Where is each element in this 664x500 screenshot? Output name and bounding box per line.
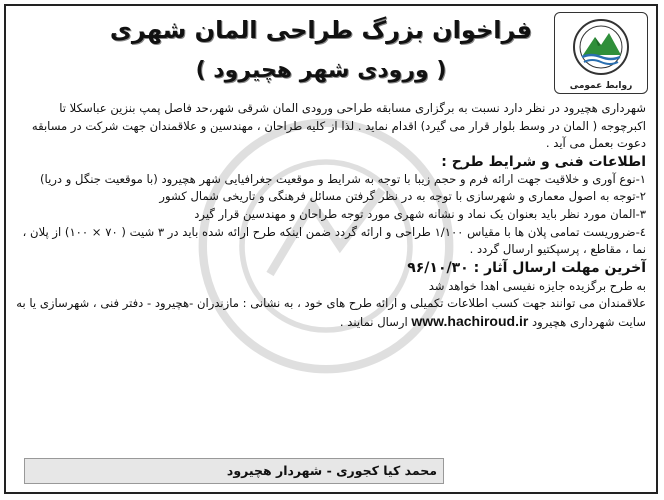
contact-closing: ارسال نمایند . [339,314,408,329]
website-link[interactable]: www.hachiroud.ir [411,312,529,329]
list-item: ٤-ضروریست تمامی پلان ها با مقیاس ۱/۱۰۰ طراحی و ارائه گردد ضمن اینکه طرح ارائه شده باید در ۳ شیت ( ۷۰ × ۱۰۰) از پلان ، نما ، مقاطع ، پرسپکتیو ارسال گردد . [22,224,646,257]
contact-text [16,295,646,331]
logo-caption: روابط عمومی [569,81,633,91]
municipality-logo [554,12,648,94]
notice-frame [4,4,658,494]
notice-body [16,100,646,332]
notice-header [6,6,656,98]
deadline: آخرین مهلت ارسال آثار : ۹۶/۱۰/۳۰ [407,259,646,276]
intro-paragraph: شهرداری هچیرود در نظر دارد نسبت به برگزاری مسابقه طراحی ورودی المان شرقی شهر،حد فاصل پمپ بنزین عباسکلا تا اکبرچوجه ( المان در وسط بلوار قرار می گیرد) اقدام نماید . لذا از کلیه طراحان ، مهندسین و علاقمندان جهت شرکت در مسابقه دعوت بعمل می آید . [31,101,646,151]
notice-subtitle: ( ورودی شهر هچیرود ) [195,58,447,83]
list-item: ۳-المان مورد نظر باید بعنوان یک نماد و نشانه شهری مورد توجه طراحان و مهندسین قرار گیرد [194,206,646,221]
notice-title: فراخوان بزرگ طراحی المان شهری [109,16,533,44]
contact-address: علاقمندان می توانند جهت کسب اطلاعات تکمیلی و ارائه طرح های خود ، به نشانی : مازندران -هچیرود - دفتر فنی ، شهرسازی یا به سایت شهرداری هچیرود [16,296,646,329]
signature-text: محمد کیا کجوری - شهردار هچیرود [226,463,437,478]
mountain-sea-emblem-icon [555,13,647,79]
section-title: اطلاعات فنی و شرایط طرح : [441,153,646,170]
list-item: ۲-توجه به اصول معماری و شهرسازی با توجه به در نظر گرفتن مسائل فرهنگی و تاریخی شمال کشور [159,189,646,204]
prize-text: به طرح برگزیده جایزه نفیسی اهدا خواهد شد [428,278,646,293]
signature-box [24,458,444,484]
list-item: ۱-نوع آوری و خلاقیت جهت ارائه فرم و حجم زیبا با توجه به شرایط و موقعیت جغرافیایی شهر هچیرود (با موقعیت جنگل و دریا) [40,171,646,186]
